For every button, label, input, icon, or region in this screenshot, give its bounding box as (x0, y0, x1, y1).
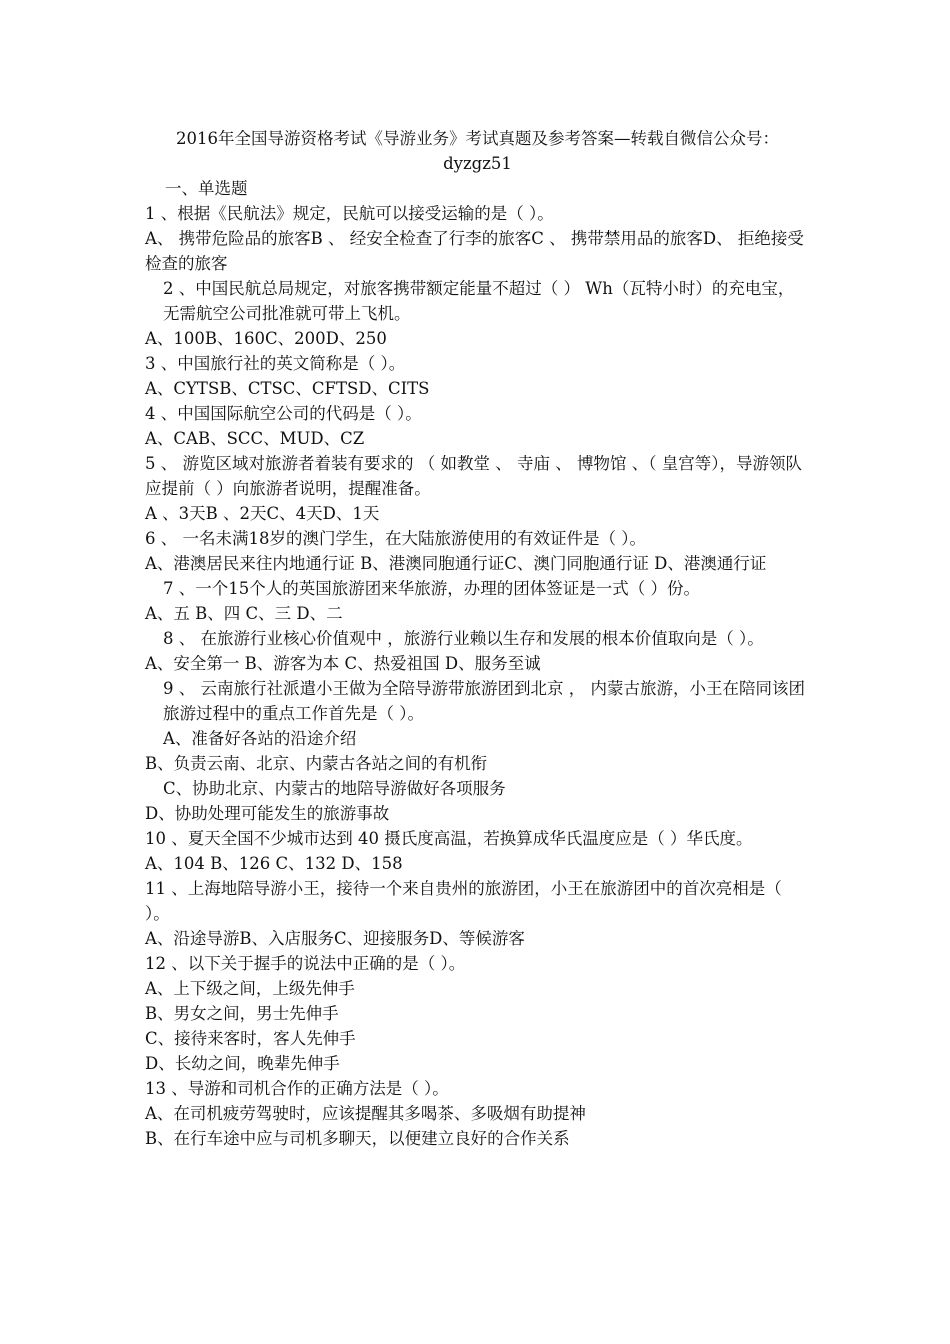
text-line: 11 、上海地陪导游小王，接待一个来自贵州的旅游团，小王在旅游团中的首次亮相是（ ）。 (145, 879, 782, 923)
text-line: D、长幼之间，晚辈先伸手 (145, 1054, 340, 1073)
section-heading: 一、单选题 (165, 179, 248, 198)
text-line: A、安全第一 B、游客为本 C、热爱祖国 D、服务至诚 (145, 654, 541, 673)
text-line: A、CAB、SCC、MUD、CZ (145, 429, 365, 448)
text-line: B、在行车途中应与司机多聊天，以便建立良好的合作关系 (145, 1129, 570, 1148)
text-line: A、准备好各站的沿途介绍 (163, 729, 357, 748)
document-title: 2016年全国导游资格考试《导游业务》考试真题及参考答案—转载自微信公众号：dyzgz51 (176, 129, 779, 173)
text-line: 12 、以下关于握手的说法中正确的是（ ）。 (145, 954, 466, 973)
text-line: 4 、中国国际航空公司的代码是（ ）。 (145, 404, 422, 423)
document-body (145, 126, 810, 1151)
text-line: C、接待来客时，客人先伸手 (145, 1029, 356, 1048)
text-line: 7 、一个15个人的英国旅游团来华旅游，办理的团体签证是一式（ ）份。 (163, 579, 700, 598)
text-line: A、港澳居民来往内地通行证 B、港澳同胞通行证C、澳门同胞通行证 D、港澳通行证 (145, 554, 767, 573)
text-line: A、五 B、四 C、三 D、二 (145, 604, 343, 623)
text-line: D、协助处理可能发生的旅游事故 (145, 804, 390, 823)
text-line: 9 、 云南旅行社派遣小王做为全陪导游带旅游团到北京 ， 内蒙古旅游，小王在陪同该团旅游过程中的重点工作首先是（ ）。 (163, 679, 805, 723)
text-line: B、男女之间，男士先伸手 (145, 1004, 339, 1023)
text-line: A、沿途导游B、入店服务C、迎接服务D、等候游客 (145, 929, 525, 948)
text-line: 2 、中国民航总局规定，对旅客携带额定能量不超过（ ） Wh（瓦特小时）的充电宝，无需航空公司批准就可带上飞机。 (163, 279, 795, 323)
text-line: A、上下级之间，上级先伸手 (145, 979, 355, 998)
text-line: 13 、导游和司机合作的正确方法是（ ）。 (145, 1079, 449, 1098)
question-list (145, 201, 810, 1151)
text-line: A、104 B、126 C、132 D、158 (145, 854, 403, 873)
text-line: C、协助北京、内蒙古的地陪导游做好各项服务 (163, 779, 506, 798)
text-line: A、CYTSB、CTSC、CFTSD、CITS (145, 379, 430, 398)
text-line: 6 、 一名未满18岁的澳门学生，在大陆旅游使用的有效证件是（ ）。 (145, 529, 646, 548)
text-line: 1 、根据《民航法》规定，民航可以接受运输的是（ ）。 (145, 204, 554, 223)
text-line: B、负责云南、北京、内蒙古各站之间的有机衔 (145, 754, 488, 773)
text-line: A、在司机疲劳驾驶时，应该提醒其多喝茶、多吸烟有助提神 (145, 1104, 586, 1123)
text-line: 5 、 游览区域对旅游者着装有要求的 （ 如教堂 、 寺庙 、 博物馆 、（ 皇宫等），导游领队应提前（ ）向旅游者说明，提醒准备。 (145, 454, 802, 498)
text-line: A、100B、160C、200D、250 (145, 329, 387, 348)
text-line: A 、3天B 、2天C、4天D、1天 (145, 504, 380, 523)
text-line: 10 、夏天全国不少城市达到 40 摄氏度高温，若换算成华氏温度应是（ ）华氏度。 (145, 829, 753, 848)
text-line: 3 、中国旅行社的英文简称是（ ）。 (145, 354, 406, 373)
text-line: 8 、 在旅游行业核心价值观中 ，旅游行业赖以生存和发展的根本价值取向是（ ）。 (163, 629, 764, 648)
text-line: A、 携带危险品的旅客B 、 经安全检查了行李的旅客C 、 携带禁用品的旅客D、 拒绝接受检查的旅客 (145, 229, 804, 273)
